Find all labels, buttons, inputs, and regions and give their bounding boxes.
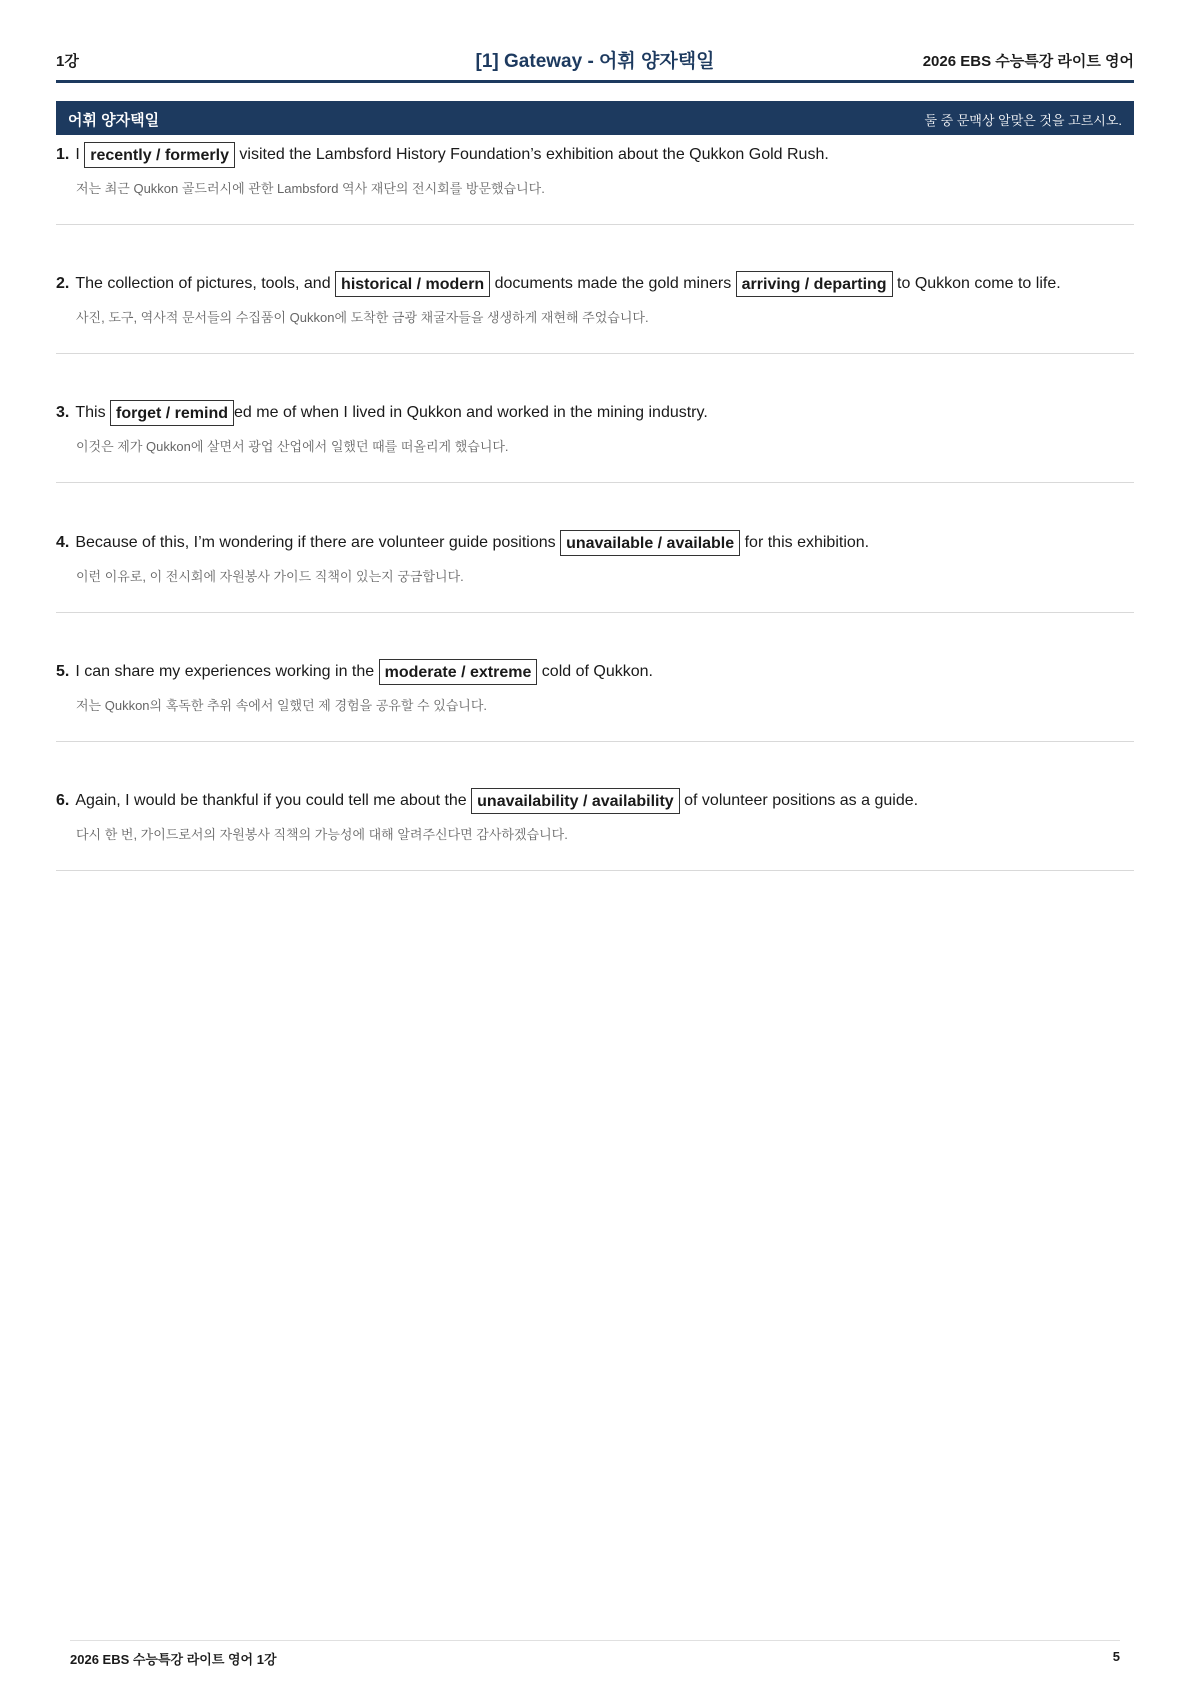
question-sentence <box>56 398 708 428</box>
translation: 이런 이유로, 이 전시회에 자원봉사 가이드 직책이 있는지 궁금합니다. <box>76 569 464 584</box>
question-number: 6. <box>56 792 70 809</box>
sentence-text: for this exhibition. <box>740 534 870 551</box>
sentence-text: Again, I would be thankful if you could tell me about the <box>75 792 472 809</box>
section-title: 어휘 양자택일 <box>68 112 160 129</box>
question-3 <box>56 398 1134 483</box>
section-bar <box>56 101 1134 135</box>
translation: 이것은 제가 Qukkon에 살면서 광업 산업에서 일했던 때를 떠올리게 했습니다. <box>76 439 509 454</box>
sentence-text: I <box>75 146 85 163</box>
question-sentence <box>56 528 869 558</box>
choice-box[interactable]: unavailability / availability <box>471 788 680 814</box>
footer-book-title: 2026 EBS 수능특강 라이트 영어 1강 <box>70 1652 277 1667</box>
page-number: 5 <box>1112 1649 1120 1664</box>
translation: 다시 한 번, 가이드로서의 자원봉사 직책의 가능성에 대해 알려주신다면 감사하겠습니다. <box>76 827 568 842</box>
page-footer <box>70 1640 1120 1668</box>
choice-box[interactable]: unavailable / available <box>560 530 740 556</box>
choice-box[interactable]: recently / formerly <box>84 142 235 168</box>
question-sentence <box>56 140 829 170</box>
question-number: 5. <box>56 663 70 680</box>
question-sentence <box>56 269 1061 299</box>
choice-box[interactable]: moderate / extreme <box>379 659 538 685</box>
page-header <box>56 44 1134 83</box>
question-number: 3. <box>56 404 70 421</box>
sentence-text: documents made the gold miners <box>490 275 736 292</box>
question-6 <box>56 786 1134 871</box>
book-title: 2026 EBS 수능특강 라이트 영어 <box>922 53 1134 70</box>
sentence-text: of volunteer positions as a guide. <box>679 792 919 809</box>
question-number: 2. <box>56 275 70 292</box>
page-title: [1] Gateway - 어휘 양자택일 <box>475 51 715 72</box>
translation: 사진, 도구, 역사적 문서들의 수집품이 Qukkon에 도착한 금광 채굴자들을 생생하게 재현해 주었습니다. <box>76 310 649 325</box>
question-number: 4. <box>56 534 70 551</box>
question-sentence <box>56 786 918 816</box>
question-4 <box>56 528 1134 613</box>
choice-box[interactable]: historical / modern <box>335 271 490 297</box>
sentence-text: to Qukkon come to life. <box>892 275 1061 292</box>
choice-box[interactable]: forget / remind <box>110 400 234 426</box>
choice-box[interactable]: arriving / departing <box>736 271 893 297</box>
sentence-text: The collection of pictures, tools, and <box>75 275 336 292</box>
section-instruction: 둘 중 문맥상 알맞은 것을 고르시오. <box>924 113 1122 128</box>
question-5 <box>56 657 1134 742</box>
sentence-text: Because of this, I’m wondering if there are volunteer guide positions <box>75 534 561 551</box>
question-2 <box>56 269 1134 354</box>
lesson-label: 1강 <box>56 53 79 70</box>
sentence-text: cold of Qukkon. <box>537 663 653 680</box>
sentence-text: I can share my experiences working in the <box>75 663 379 680</box>
question-1 <box>56 140 1134 225</box>
sentence-text: This <box>75 404 111 421</box>
question-sentence <box>56 657 653 687</box>
sentence-text: ed me of when I lived in Qukkon and worked in the mining industry. <box>234 404 708 421</box>
translation: 저는 최근 Qukkon 골드러시에 관한 Lambsford 역사 재단의 전시회를 방문했습니다. <box>76 181 545 196</box>
sentence-text: visited the Lambsford History Foundation’s exhibition about the Qukkon Gold Rush. <box>234 146 829 163</box>
question-number: 1. <box>56 146 70 163</box>
translation: 저는 Qukkon의 혹독한 추위 속에서 일했던 제 경험을 공유할 수 있습니다. <box>76 698 488 713</box>
